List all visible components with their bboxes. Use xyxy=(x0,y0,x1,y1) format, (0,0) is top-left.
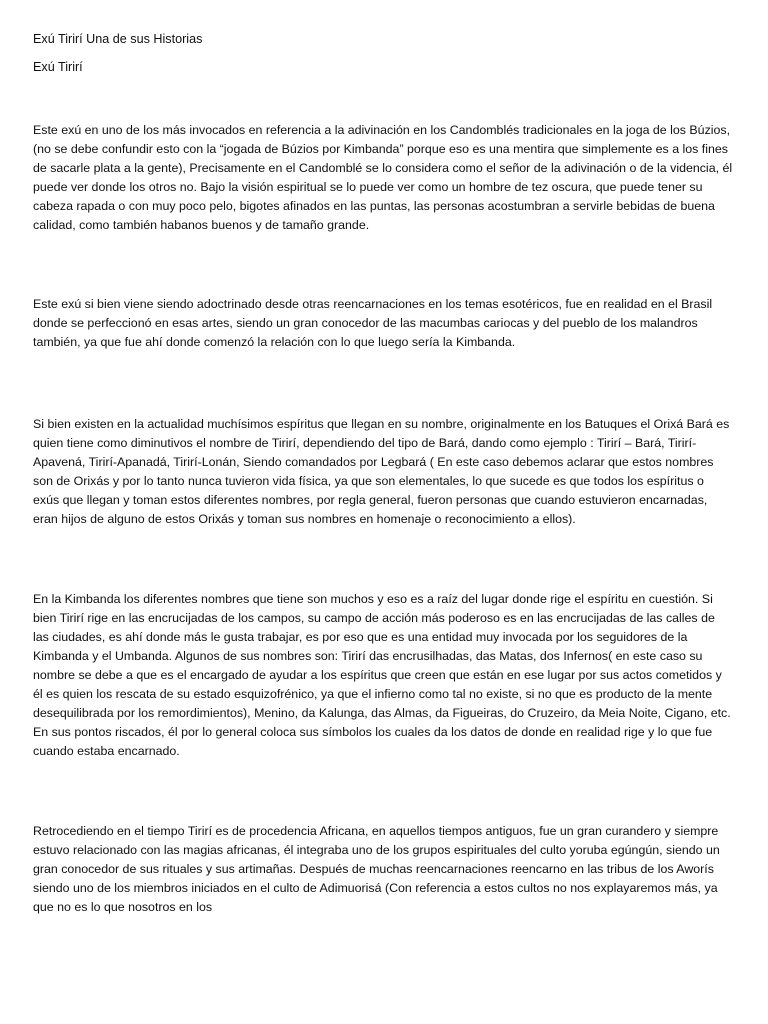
paragraph-5: Retrocediendo en el tiempo Tirirí es de procedencia Africana, en aquellos tiempos antiguos, fue un gran curandero y siempre estuvo relacionado con las magias africanas, él integraba uno de los grupos espirituales del culto yoruba egúngún, siendo un gran conocedor de sus rituales y sus artimañas. Después de muchas reencarnaciones reencarno en las tribus de los Aworís siendo uno de los miembros iniciados en el culto de Adimuorisá (Con referencia a estos cultos no nos explayaremos más, ya que no es lo que nosotros en los xyxy=(33,824,720,914)
paragraph-3: Si bien existen en la actualidad muchísimos espíritus que llegan en su nombre, originalmente en los Batuques el Orixá Bará es quien tiene como diminutivos el nombre de Tirirí, dependiendo del tipo de Bará, dando como ejemplo : Tirirí – Bará, Tirirí-Apavená, Tirirí-Apanadá, Tirirí-Lonán, Siendo comandados por Legbará ( En este caso debemos aclarar que estos nombres son de Orixás y por lo tanto nunca tuvieron vida física, ya que son elementales, lo que sucede es que todos los espíritus o exús que llegan y toman estos diferentes nombres, por regla general, fueron personas que cuando estuvieron encarnadas, eran hijos de alguno de estos Orixás y toman sus nombres en homenaje o reconocimiento a ellos). xyxy=(33,417,730,526)
paragraph-2: Este exú si bien viene siendo adoctrinado desde otras reencarnaciones en los temas esotéricos, fue en realidad en el Brasil donde se perfeccionó en esas artes, siendo un gran conocedor de las macumbas cariocas y del pueblo de los malandros también, ya que fue ahí donde comenzó la relación con lo que luego sería la Kimbanda. xyxy=(33,297,713,349)
document-body xyxy=(33,30,733,1020)
paragraph-4: En la Kimbanda los diferentes nombres que tiene son muchos y eso es a raíz del lugar donde rige el espíritu en cuestión. Si bien Tirirí rige en las encrucijadas de los campos, su campo de acción más poderoso es en las encrucijadas de las calles de las ciudades, es ahí donde más le gusta trabajar, es por eso que es una entidad muy invocada por los seguidores de la Kimbanda y el Umbanda. Algunos de sus nombres son: Tirirí das encrusilhadas, das Matas, dos Infernos( en este caso su nombre se debe a que es el encargado de ayudar a los espíritus que creen que están en ese lugar por sus actos cometidos y él es quien los rescata de su estado esquizofrénico, ya que el infierno como tal no existe, si no que es producto de la mente desequilibrada por los remordimientos), Menino, da Kalunga, das Almas, da Figueiras, do Cruzeiro, da Meia Noite, Cigano, etc. En sus pontos riscados, él por lo general coloca sus símbolos los cuales da los datos de donde en realidad rige y lo que fue cuando estaba encarnado. xyxy=(33,592,731,758)
document-subtitle: Exú Tirirí xyxy=(33,60,83,74)
document-title: Exú Tirirí Una de sus Historias xyxy=(33,32,203,46)
document-page xyxy=(33,30,733,1020)
paragraph-1: Este exú en uno de los más invocados en referencia a la adivinación en los Candomblés tradicionales en la joga de los Búzios, (no se debe confundir esto con la “jogada de Búzios por Kimbanda” porque eso es una mentira que simplemente es a los fines de sacarle plata a la gente), Precisamente en el Candomblé se lo considera como el señor de la adivinación o de la videncia, él puede ver donde los otros no. Bajo la visión espiritual se lo puede ver como un hombre de tez oscura, que puede tener su cabeza rapada o con muy poco pelo, bigotes afinados en las puntas, las personas acostumbran a servirle bebidas de buena calidad, como también habanos buenos y de tamaño grande. xyxy=(33,123,733,232)
